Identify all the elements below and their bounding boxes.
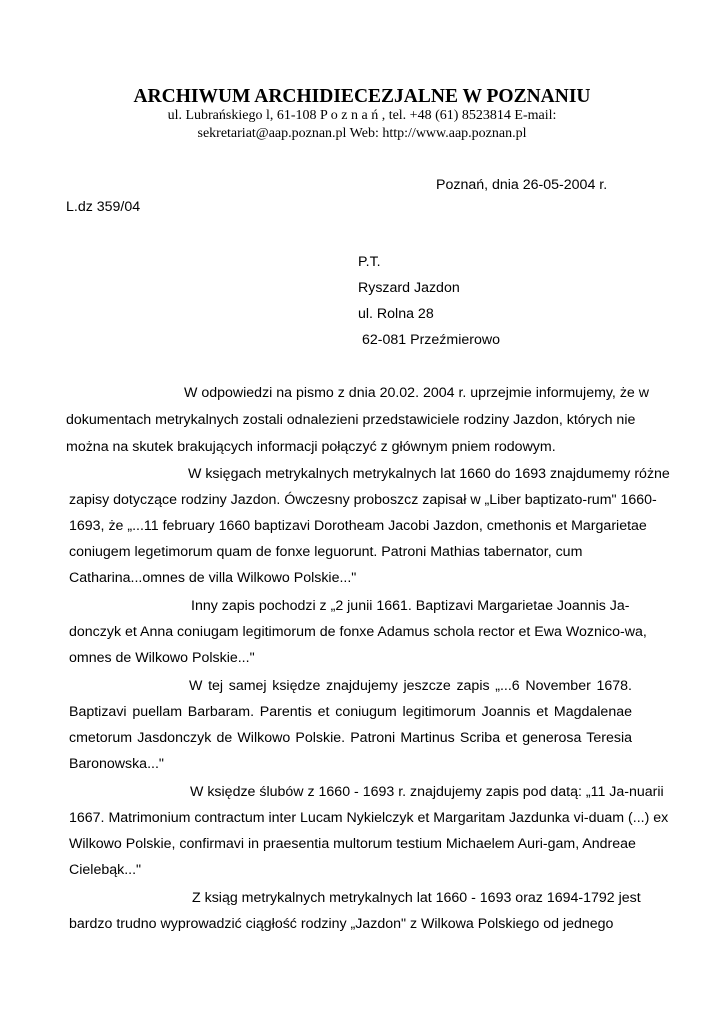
body-line: coniugem legetimorum quam de fonxe leguorunt. Patroni Mathias tabernator, cum [69, 544, 583, 560]
body-line: Z ksiąg metrykalnych metrykalnych lat 1660 - 1693 oraz 1694-1792 jest [192, 890, 641, 906]
body-line: można na skutek brakujących informacji połączyć z głównym pniem rodowym. [66, 439, 556, 455]
reference-number: L.dz 359/04 [66, 199, 141, 215]
place-date: Poznań, dnia 26-05-2004 r. [436, 177, 608, 193]
body-line: cmetorum Jasdonczyk de Wilkowo Polskie. Patroni Martinus Scriba et generosa Teresia [69, 730, 632, 746]
body-line: Baptizavi puellam Barbaram. Parentis et coniugum legitimorum Joannis et Magdalenae [69, 704, 632, 720]
body-line: zapisy dotyczące rodziny Jazdon. Ówczesny proboszcz zapisał w „Liber baptizato-rum" 1660- [69, 492, 657, 508]
recipient-street: ul. Rolna 28 [358, 306, 434, 322]
recipient-city: 62-081 Przeźmierowo [362, 332, 500, 348]
body-line: dokumentach metrykalnych zostali odnalezieni przedstawiciele rodziny Jazdon, których nie [66, 412, 636, 428]
body-line: W księgach metrykalnych metrykalnych lat 1660 do 1693 znajdumemy różne [188, 466, 670, 482]
archive-address: ul. Lubrańskiego l, 61-108 P o z n a ń , tel. +48 (61) 8523814 E-mail: [167, 108, 557, 123]
archive-contact: sekretariat@aap.poznan.pl Web: http://www.aap.poznan.pl [197, 126, 527, 141]
body-line: Baronowska..." [69, 756, 164, 772]
body-line: Wilkowo Polskie, confirmavi in praesentia multorum testium Michaelem Auri-gam, Andreae [69, 836, 636, 852]
body-line: 1667. Matrimonium contractum inter Lucam Nykielczyk et Margaritam Jazdunka vi-duam (...) ex [69, 810, 669, 826]
body-line: W księdze ślubów z 1660 - 1693 r. znajdujemy zapis pod datą: „11 Ja-nuarii [190, 784, 664, 800]
body-line: 1693, że „...11 february 1660 baptizavi Dorotheam Jacobi Jazdon, cmethonis et Margarietae [69, 518, 647, 534]
body-line: omnes de Wilkowo Polskie..." [69, 650, 255, 666]
body-line: donczyk et Anna coniugam legitimorum de fonxe Adamus schola rector et Ewa Woznico-wa, [69, 624, 647, 640]
body-line: bardzo trudno wyprowadzić ciągłość rodziny „Jazdon" z Wilkowa Polskiego od jednego [69, 916, 614, 932]
body-line: Inny zapis pochodzi z „2 junii 1661. Baptizavi Margarietae Joannis Ja- [191, 598, 630, 614]
recipient-name: Ryszard Jazdon [358, 280, 460, 296]
body-line: Catharina...omnes de villa Wilkowo Polskie..." [69, 570, 357, 586]
body-line: Cielebąk..." [69, 862, 142, 878]
body-line: W odpowiedzi na pismo z dnia 20.02. 2004 r. uprzejmie informujemy, że w [184, 385, 649, 401]
body-line: W tej samej księdze znajdujemy jeszcze zapis „...6 November 1678. [189, 678, 632, 694]
archive-title: ARCHIWUM ARCHIDIECEZJALNE W POZNANIU [133, 86, 591, 107]
recipient-salutation: P.T. [358, 254, 381, 270]
